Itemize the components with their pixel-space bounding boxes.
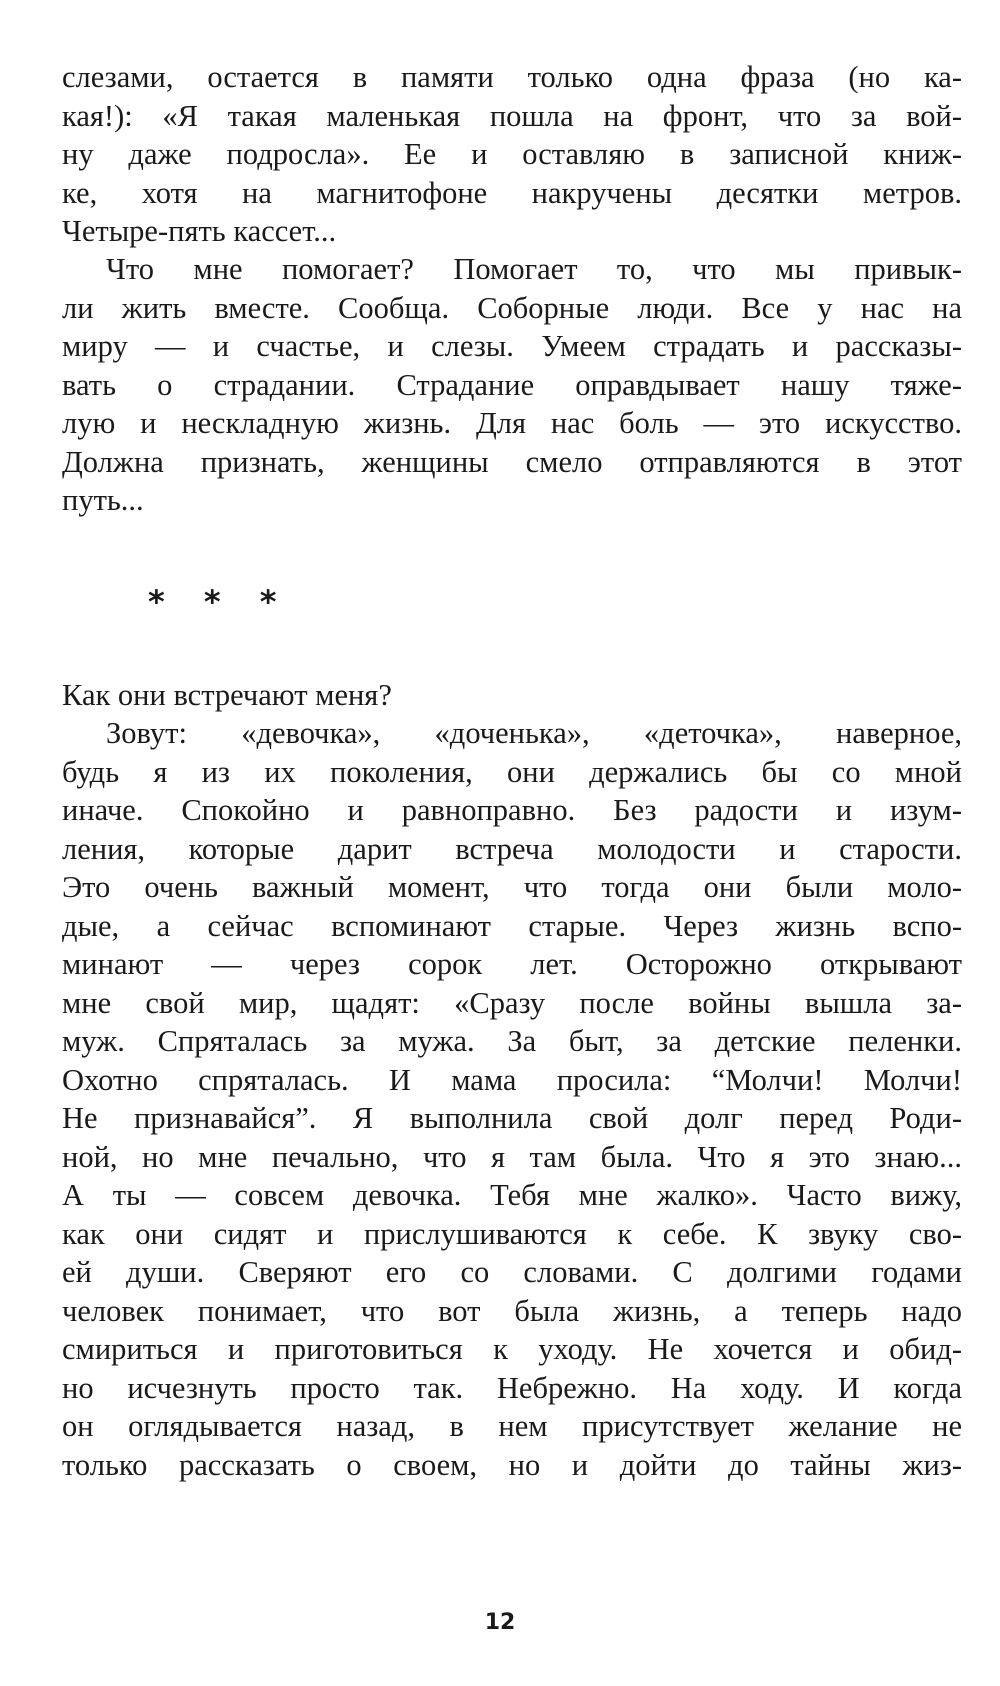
text-line: ления, которые дарит встреча молодости и старости. [62, 831, 962, 866]
text-line: он оглядывается назад, в нем присутствует желание не [62, 1409, 962, 1443]
text-line: ной, но мне печально, что я там была. Что я это знаю... [62, 1139, 962, 1174]
text-line: кая!): «Я такая маленькая пошла на фронт, что за вой- [62, 98, 962, 133]
text-line: как они сидят и прислушиваются к себе. К звуку сво- [62, 1216, 962, 1251]
text-line: путь... [62, 483, 144, 517]
page-number: 12 [484, 1610, 516, 1635]
paragraph [62, 58, 962, 251]
text-line: иначе. Спокойно и равноправно. Без радости и изум- [62, 793, 962, 827]
text-line: минают — через сорок лет. Осторожно открывают [62, 947, 962, 981]
text-line: Зовут: «девочка», «доченька», «деточка», наверное, [106, 716, 962, 750]
text-line: смириться и приготовиться к уходу. Не хочется и обид- [62, 1332, 962, 1366]
text-line: лую и нескладную жизнь. Для нас боль — это искусство. [62, 406, 962, 440]
text-line: Не признавайся”. Я выполнила свой долг перед Роди- [62, 1101, 962, 1135]
text-line: мне свой мир, щадят: «Сразу после войны вышла за- [62, 985, 962, 1020]
text-line: муж. Спряталась за мужа. За быт, за детские пеленки. [62, 1024, 962, 1058]
paragraph [62, 676, 962, 715]
text-line: слезами, остается в памяти только одна фраза (но ка- [62, 60, 962, 94]
text-line: ей души. Сверяют его со словами. С долгими годами [62, 1255, 962, 1289]
text-line: Охотно спряталась. И мама просила: “Молчи! Молчи! [62, 1062, 962, 1097]
text-line: ли жить вместе. Сообща. Соборные люди. Все у нас на [62, 290, 962, 325]
text-line: А ты — совсем девочка. Тебя мне жалко». Часто вижу, [62, 1178, 962, 1212]
text-line: Как они встречают меня? [62, 678, 392, 712]
paragraph [62, 714, 962, 1484]
section-separator: * * * [148, 583, 291, 621]
text-line: ке, хотя на магнитофоне накручены десятки метров. [62, 175, 962, 210]
text-line: Должна признать, женщины смело отправляются в этот [62, 444, 962, 479]
text-line: дые, а сейчас вспоминают старые. Через жизнь вспо- [62, 908, 962, 943]
text-line: будь я из их поколения, они держались бы со мной [62, 754, 962, 789]
text-line: человек понимает, что вот была жизнь, а теперь надо [62, 1293, 962, 1328]
text-line: миру — и счастье, и слезы. Умеем страдать и рассказы- [62, 329, 962, 363]
text-line: только рассказать о своем, но и дойти до тайны жиз- [62, 1447, 962, 1482]
text-line: ну даже подросла». Ее и оставляю в записной книж- [62, 137, 962, 171]
text-line: Это очень важный момент, что тогда они были моло- [62, 870, 962, 904]
text-line: но исчезнуть просто так. Небрежно. На ходу. И когда [62, 1370, 962, 1405]
paragraph [62, 250, 962, 520]
text-line: Что мне помогает? Помогает то, что мы привык- [106, 252, 962, 286]
text-line: Четыре-пять кассет... [62, 214, 337, 248]
text-line: вать о страдании. Страдание оправдывает нашу тяже- [62, 367, 962, 402]
